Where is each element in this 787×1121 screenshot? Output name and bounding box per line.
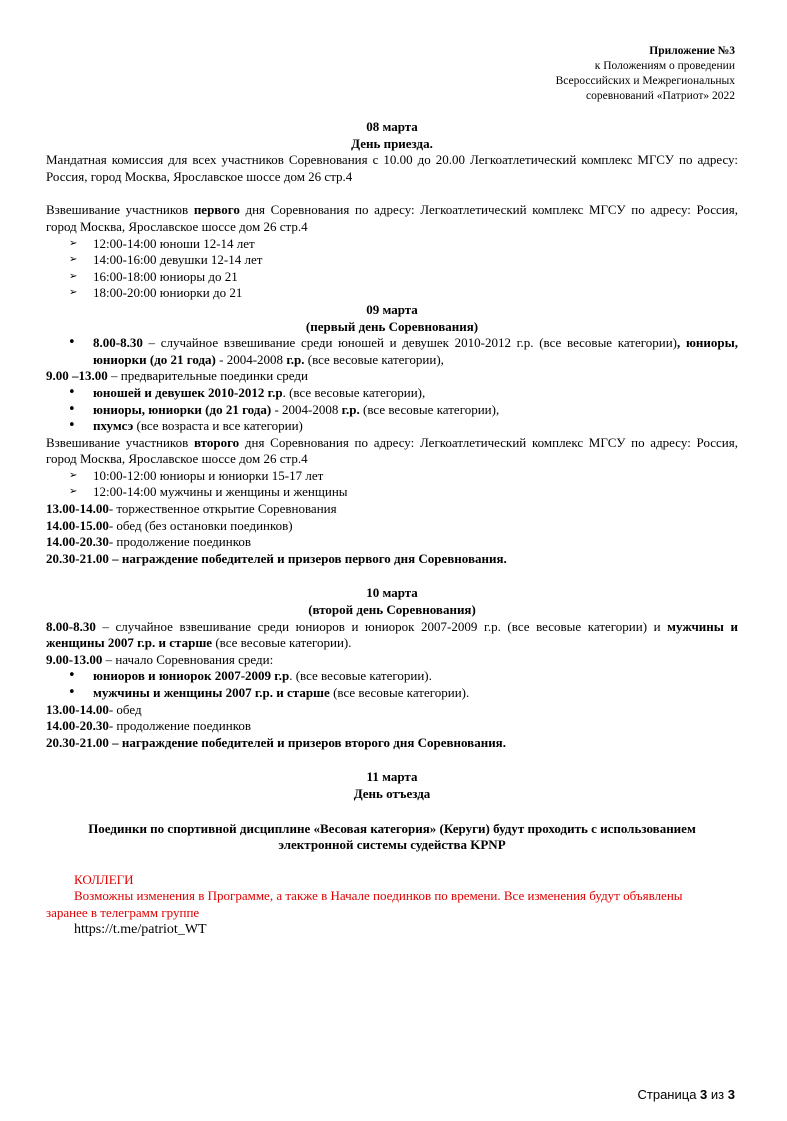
time: 8.00-8.30 [46,618,96,634]
dot-bullet-icon: • [68,401,76,417]
notice-text-cont: заранее в телеграмм группе [46,904,200,920]
day2-categories [46,385,738,435]
list-item [46,484,738,501]
dot-bullet-icon: • [68,335,76,351]
time: 8.00-8.30 [93,335,143,351]
list-item [46,252,738,269]
slot-text: 14:00-16:00 девушки 12-14 лет [93,252,263,268]
dot-bullet-icon: • [68,384,76,400]
arrow-bullet-icon: ➢ [69,486,78,498]
day2-weigh-list [46,335,738,368]
footer-label: Страница [637,1087,697,1102]
day3-categories [46,668,738,701]
text: – предварительные поединки среди [107,368,308,384]
list-item [46,335,738,368]
time: 14.00-20.30 [46,534,109,550]
telegram-link[interactable]: https://t.me/patriot_WT [74,921,207,937]
arrow-bullet-icon: ➢ [69,287,78,299]
schedule-content [46,119,738,938]
time: 9.00 –13.00 [46,368,108,384]
dot-bullet-icon: • [68,668,76,684]
day3-start [46,652,738,669]
text: – случайное взвешивание среди юношей и девушек 2010-2012 г.р. (все весовые категории) [142,335,678,351]
schedule-line [46,518,738,535]
text-bold: мужчины и женщины 2007 г.р. и старше [46,618,738,651]
list-item [46,668,738,685]
text: дня Соревнования по адресу: Легкоатлетический комплекс МГСУ по адресу: Россия, город Москва, Ярославское шоссе дом 26 стр.4 [46,202,738,234]
text-bold: г.р. [286,351,305,367]
schedule-line [46,718,738,735]
day3-weighing [46,619,738,652]
day2-weigh-slots [46,468,738,501]
text: - 2004-2008 [271,401,342,417]
judging-note: Поединки по спортивной дисциплине «Весовая категория» (Керуги) будут проходить с использованием электронной системы судейства KPNP [88,820,696,853]
text: - продолжение поединков [108,534,251,550]
mandate-commission: Мандатная комиссия для всех участников Соревнования с 10.00 до 20.00 Легкоатлетический комплекс МГСУ по адресу: Россия, город Москва, Ярославское шоссе дом 26 стр.4 [46,152,738,184]
text: Взвешивание участников [46,202,194,218]
slot-text: 18:00-20:00 юниорки до 21 [93,285,243,301]
notice-text: Возможны изменения в Программе, а также в Начале поединков по времени. Все изменения будут объявлены [74,888,683,904]
text-bold: второго [193,434,240,450]
text: Взвешивание участников [46,434,194,450]
dot-bullet-icon: • [68,418,76,434]
slot-text: 10:00-12:00 юниоры и юниорки 15-17 лет [93,467,324,483]
text: - продолжение поединков [108,718,251,734]
day2-title: (первый день Соревнования) [305,318,479,334]
day3-award: 20.30-21.00 – награждение победителей и призеров второго дня Соревнования. [46,734,506,750]
day3-title: (второй день Соревнования) [308,602,476,618]
day4-title: День отъезда [353,785,431,801]
prelim-bouts [46,368,738,385]
schedule-line [46,501,738,518]
text-bold: пхумсэ [93,418,134,434]
notice-heading: КОЛЛЕГИ [74,871,134,887]
text: – случайное взвешивание среди юниоров и юниорок 2007-2009 г.р. (все весовые категории) и [95,618,668,634]
text: (все весовые категории). [329,685,470,700]
day1-title: День приезда. [351,135,433,151]
annex-line: Всероссийских и Межрегиональных [555,75,735,87]
day4-date: 11 марта [366,769,418,785]
text: - торжественное открытие Соревнования [108,501,337,517]
day3-date: 10 марта [366,585,418,601]
schedule-line [46,702,738,719]
time: 13.00-14.00 [46,701,109,717]
text: (все весовые категории). [212,635,352,651]
text: - 2004-2008 [215,351,287,367]
arrow-bullet-icon: ➢ [69,237,78,249]
annex-header [556,44,735,104]
dot-bullet-icon: • [68,685,76,700]
text: (все весовые категории), [304,351,444,367]
arrow-bullet-icon: ➢ [69,254,78,266]
footer-of: из [710,1087,725,1102]
text-bold: юношей и девушек 2010-2012 г.р [93,384,283,400]
day1-weigh-slots [46,236,738,302]
slot-text: 16:00-18:00 юниоры до 21 [93,268,238,284]
schedule-line [46,534,738,551]
text-bold: юниоры, юниорки (до 21 года) [93,401,272,417]
slot-text: 12:00-14:00 юноши 12-14 лет [93,235,255,251]
annex-line: к Положениям о проведении [594,60,735,72]
list-item [46,468,738,485]
text-bold: , юниоры, юниорки (до 21 года) [93,335,738,367]
text: - обед [108,701,142,717]
text: . (все весовые категории). [289,668,432,684]
page-footer [638,1087,736,1102]
day1-weighing [46,202,738,235]
arrow-bullet-icon: ➢ [69,469,78,481]
time: 14.00-20.30 [46,718,109,734]
annex-title: Приложение №3 [649,45,735,57]
page-total: 3 [727,1087,735,1102]
text: . (все весовые категории), [282,384,426,400]
notice-block [46,872,738,922]
list-item [46,269,738,286]
text-bold: мужчины и женщины 2007 г.р. и старше [93,685,330,700]
text: (все весовые категории), [359,401,500,417]
day2-weighing [46,435,738,468]
arrow-bullet-icon: ➢ [69,270,78,282]
annex-line: соревнований «Патриот» 2022 [586,90,735,102]
time: 9.00-13.00 [46,651,103,667]
list-item [46,685,738,702]
list-item [46,418,738,435]
text-bold: г.р. [341,401,360,417]
page-current: 3 [700,1087,708,1102]
day1-date: 08 марта [366,119,418,134]
slot-text: 12:00-14:00 мужчины и женщины и женщины [93,484,348,500]
day2-date: 09 марта [366,301,418,317]
list-item [46,385,738,402]
time: 13.00-14.00 [46,501,109,517]
text: - обед (без остановки поединков) [108,517,293,533]
text: дня Соревнования по адресу: Легкоатлетический комплекс МГСУ по адресу: Россия, город Москва, Ярославское шоссе дом 26 стр.4 [46,434,738,467]
list-item [46,402,738,419]
text: – начало Соревнования среди: [102,651,274,667]
time: 14.00-15.00 [46,517,109,533]
day2-award: 20.30-21.00 – награждение победителей и призеров первого дня Соревнования. [46,550,507,566]
text-bold: первого [193,202,240,218]
text-bold: юниоров и юниорок 2007-2009 г.р [93,668,290,684]
list-item [46,285,738,302]
text: (все возраста и все категории) [133,418,303,434]
list-item [46,236,738,253]
